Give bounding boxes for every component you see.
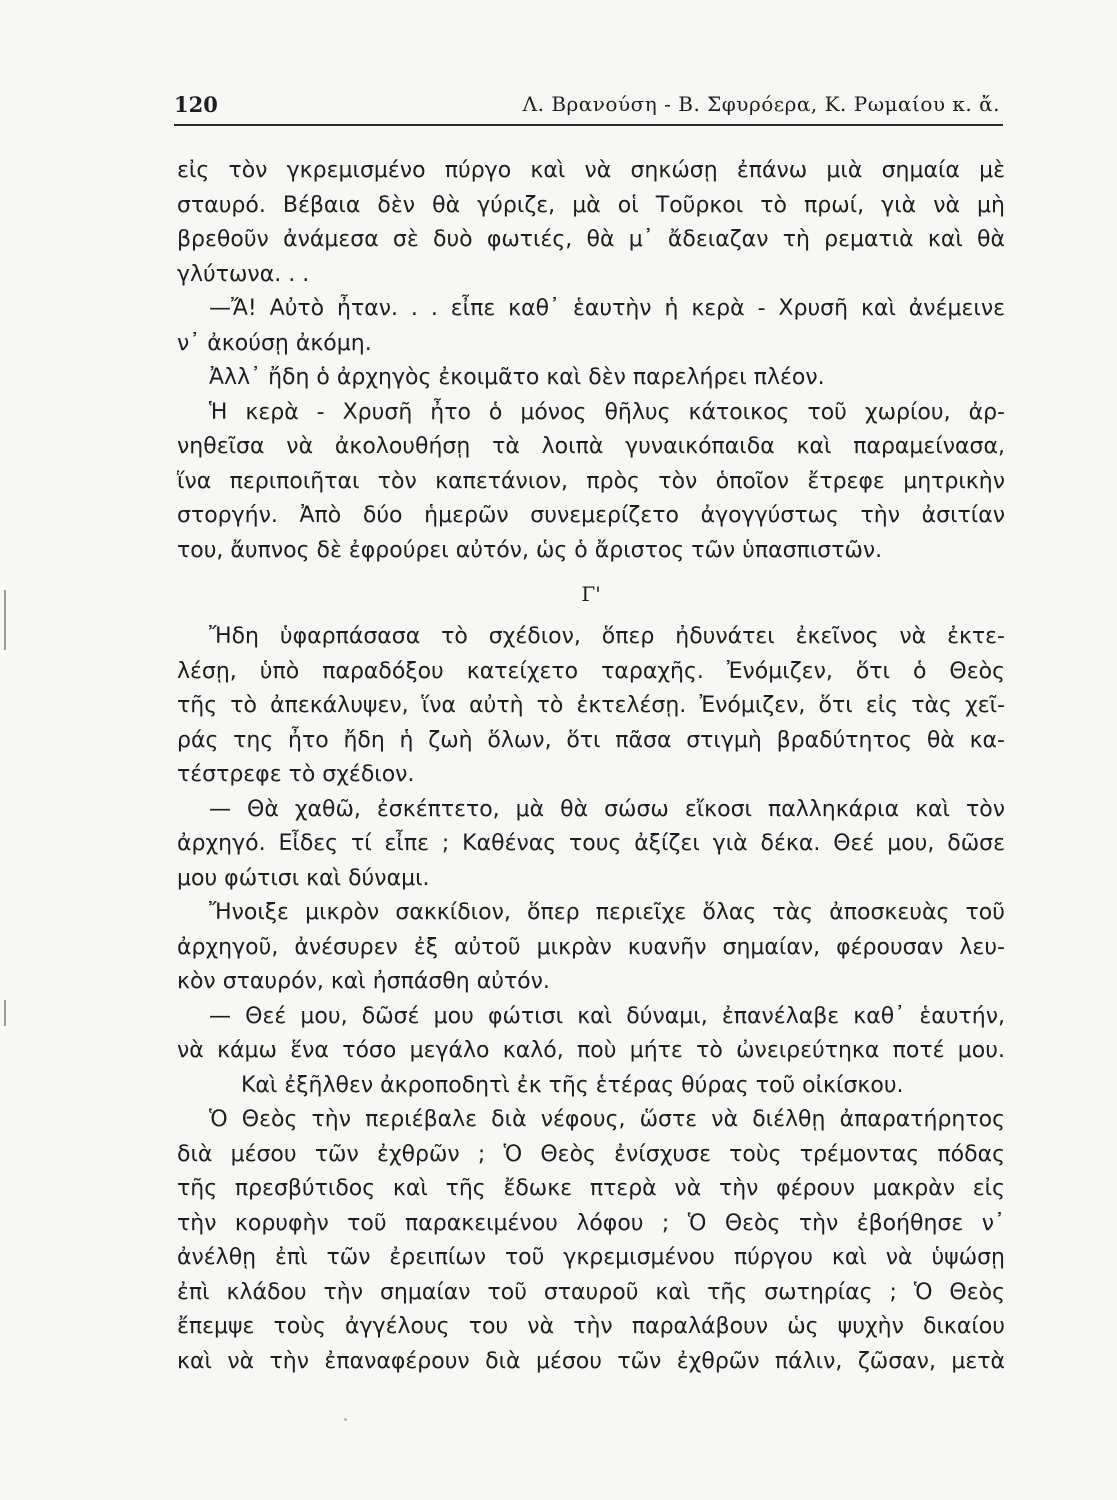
text-line: ν᾿ ἀκούσῃ ἀκόμη. [177,330,372,356]
text-line: Ἡ κερὰ - Χρυσῆ ἦτο ὁ μόνος θῆλυς κάτοικος τοῦ χωρίου, ἀρ- [209,399,1005,425]
text-line: νηθεῖσα νὰ ἀκολουθήσῃ τὰ λοιπὰ γυναικόπαιδα καὶ παραμείνασα, [177,434,1005,459]
text-line: Καὶ ἐξῆλθεν ἀκροποδητὶ ἐκ τῆς ἑτέρας θύρας τοῦ οἰκίσκου. [241,1072,904,1098]
text-line: Ὁ Θεὸς τὴν περιέβαλε διὰ νέφους, ὥστε νὰ διέλθῃ ἀπαρατήρητος [209,1107,1005,1132]
text-line: στοργήν. Ἀπὸ δύο ἡμερῶν συνεμερίζετο ἀγογγύστως τὴν ἀσιτίαν [177,503,1005,528]
text-line: κὸν σταυρόν, καὶ ἠσπάσθη αὐτόν. [177,969,550,994]
text-line: βρεθοῦν ἀνάμεσα σὲ δυὸ φωτιές, θὰ μ᾿ ἄδειαζαν τὴ ρεματιὰ καὶ θὰ [177,227,1005,252]
running-head: Λ. Βρανούση - Β. Σφυρόερα, Κ. Ρωμαίου κ. ἄ. [522,92,1000,116]
page-number: 120 [174,92,218,117]
scan-margin-mark [4,1000,6,1026]
header-rule [174,124,1003,126]
text-line: Ἀλλ᾿ ἤδη ὁ ἀρχηγὸς ἐκοιμᾶτο καὶ δὲν παρελήρει πλέον. [209,365,825,390]
scan-speck [344,1418,347,1421]
text-line: — Θεέ μου, δῶσέ μου φώτισι καὶ δύναμι, ἐπανέλαβε καθ᾿ ἑαυτήν, [209,1003,1005,1029]
scan-margin-mark [4,590,6,650]
text-line: τὴν κορυφὴν τοῦ παρακειμένου λόφου ; Ὁ Θεὸς τὴν ἐβοήθησε ν᾿ [177,1210,1005,1236]
text-line: σταυρό. Βέβαια δὲν θὰ γύριζε, μὰ οἱ Τοῦρκοι τὸ πρωί, γιὰ νὰ μὴ [177,192,1005,218]
text-line: ἔπεμψε τοὺς ἀγγέλους του νὰ τὴν παραλάβουν ὡς ψυχὴν δικαίου [177,1314,1005,1339]
body-text [177,154,1005,1379]
text-line: ἀρχηγοῦ, ἀνέσυρεν ἐξ αὐτοῦ μικρὰν κυανῆν σημαίαν, φέρουσαν λευ- [177,934,1005,960]
page-header [174,86,1004,120]
text-line: ἀνέλθῃ ἐπὶ τῶν ἐρειπίων τοῦ γκρεμισμένου πύργου καὶ νὰ ὑψώσῃ [177,1245,1005,1270]
text-line: καὶ νὰ τὴν ἐπαναφέρουν διὰ μέσου τῶν ἐχθρῶν πάλιν, ζῶσαν, μετὰ [177,1348,1005,1374]
text-line: του, ἄυπνος δὲ ἐφρούρει αὐτόν, ὡς ὁ ἄριστος τῶν ὑπασπιστῶν. [177,537,883,563]
text-line: ράς της ἦτο ἤδη ἡ ζωὴ ὅλων, ὅτι πᾶσα στιγμὴ βραδύτητος θὰ κα- [177,727,1005,753]
text-line: εἰς τὸν γκρεμισμένο πύργο καὶ νὰ σηκώσῃ ἐπάνω μιὰ σημαία μὲ [177,158,1005,183]
text-line: λέσῃ, ὑπὸ παραδόξου κατείχετο ταραχῆς. Ἐνόμιζεν, ὅτι ὁ Θεὸς [177,658,1005,684]
text-line: γλύτωνα. . . [177,261,310,287]
text-line: — Θὰ χαθῶ, ἐσκέπτετο, μὰ θὰ σώσω εἴκοσι παλληκάρια καὶ τὸν [209,796,1005,822]
text-line: νὰ κάμω ἕνα τόσο μεγάλο καλό, ποὺ μήτε τὸ ὠνειρεύτηκα ποτέ μου. [177,1038,1005,1063]
text-line: ἐπὶ κλάδου τὴν σημαίαν τοῦ σταυροῦ καὶ τῆς σωτηρίας ; Ὁ Θεὸς [177,1279,1005,1305]
text-line: τέστρεφε τὸ σχέδιον. [177,762,415,787]
text-line: Ἤνοιξε μικρὸν σακκίδιον, ὅπερ περιεῖχε ὅλας τὰς ἀποσκευὰς τοῦ [209,900,1005,925]
text-line: μου φώτισι καὶ δύναμι. [177,865,430,891]
text-line: ἵνα περιποιῆται τὸν καπετάνιον, πρὸς τὸν ὁποῖον ἔτρεφε μητρικὴν [177,468,1005,494]
section-heading: Γ' [581,582,601,606]
text-line: τῆς τὸ ἀπεκάλυψεν, ἵνα αὐτὴ τὸ ἐκτελέσῃ. Ἐνόμιζεν, ὅτι εἰς τὰς χεῖ- [177,693,1005,718]
text-line: —Ἄ! Αὐτὸ ἦταν. . . εἶπε καθ᾿ ἑαυτὴν ἡ κερὰ - Χρυσῆ καὶ ἀνέμεινε [209,296,1005,321]
text-line: διὰ μέσου τῶν ἐχθρῶν ; Ὁ Θεὸς ἐνίσχυσε τοὺς τρέμοντας πόδας [177,1141,1005,1167]
text-line: Ἤδη ὑφαρπάσασα τὸ σχέδιον, ὅπερ ἠδυνάτει ἐκεῖνος νὰ ἐκτε- [209,624,1005,649]
text-line: ἀρχηγό. Εἶδες τί εἶπε ; Καθένας τους ἀξίζει γιὰ δέκα. Θεέ μου, δῶσε [177,831,1005,856]
text-line: τῆς πρεσβύτιδος καὶ τῆς ἔδωκε πτερὰ νὰ τὴν φέρουν μακρὰν εἰς [177,1176,1005,1201]
